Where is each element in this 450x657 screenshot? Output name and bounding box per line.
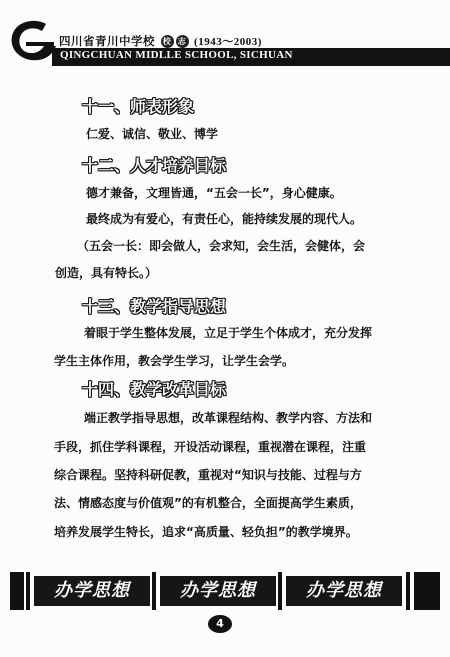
- banner-strip: [26, 572, 30, 610]
- banner-strip: [278, 572, 282, 610]
- section-14-line-4: 法、情感态度与价值观”的有机整合，全面提高学生素质，: [54, 496, 362, 510]
- banner-box-3: 办学思想: [286, 576, 402, 606]
- page-number: 4: [208, 615, 232, 633]
- banner-strip: [152, 572, 156, 610]
- school-years: (1943～2003): [194, 36, 262, 48]
- section-12-line-2: 最终成为有爱心，有责任心，能持续发展的现代人。: [86, 212, 363, 226]
- banner-strip: [10, 572, 24, 610]
- section-11-line-1: 仁爱、诚信、敬业、博学: [86, 127, 219, 141]
- section-13-line-1: 着眼于学生整体发展，立足于学生个体成才，充分发挥: [84, 326, 373, 340]
- section-heading-11: 十一、师表形象: [82, 97, 195, 116]
- banner-box-2: 办学思想: [160, 576, 276, 606]
- banner-strip: [414, 572, 440, 610]
- section-12-line-3: （五会一长：即会做人，会求知，会生活，会健体，会: [77, 239, 366, 253]
- section-13-line-2: 学生主体作用，教会学生学习，让学生会学。: [54, 354, 295, 368]
- school-name-text: 四川省青川中学校: [59, 34, 155, 48]
- banner-strip: [406, 572, 410, 610]
- section-14-line-3: 综合课程。坚持科研促教，重视对“知识与技能、过程与方: [54, 468, 362, 482]
- page-header: [0, 0, 450, 70]
- section-heading-13: 十三、教学指导思想: [82, 297, 227, 316]
- section-heading-14: 十四、教学改革目标: [82, 380, 227, 399]
- section-14-line-5: 培养发展学生特长，追求“高质量、轻负担”的教学境界。: [54, 525, 358, 539]
- section-heading-12: 十二、人才培养目标: [82, 156, 227, 175]
- banner-box-1: 办学思想: [34, 576, 150, 606]
- section-14-line-1: 端正教学指导思想，改革课程结构、教学内容、方法和: [84, 411, 373, 425]
- emblem-char-2: 志: [176, 35, 189, 48]
- section-14-line-2: 手段，抓住学科课程，开设活动课程，重视潜在课程，注重: [54, 440, 367, 454]
- school-name-english: QINGCHUAN MIDLLE SCHOOL, SICHUAN: [60, 49, 293, 61]
- section-12-line-4: 创造，具有特长。）: [55, 266, 158, 280]
- footer-banner: [10, 572, 440, 610]
- section-12-line-1: 德才兼备，文理皆通，“五会一长”，身心健康。: [86, 186, 342, 200]
- school-name-chinese: [59, 33, 262, 49]
- emblem-char-1: 校: [161, 35, 174, 48]
